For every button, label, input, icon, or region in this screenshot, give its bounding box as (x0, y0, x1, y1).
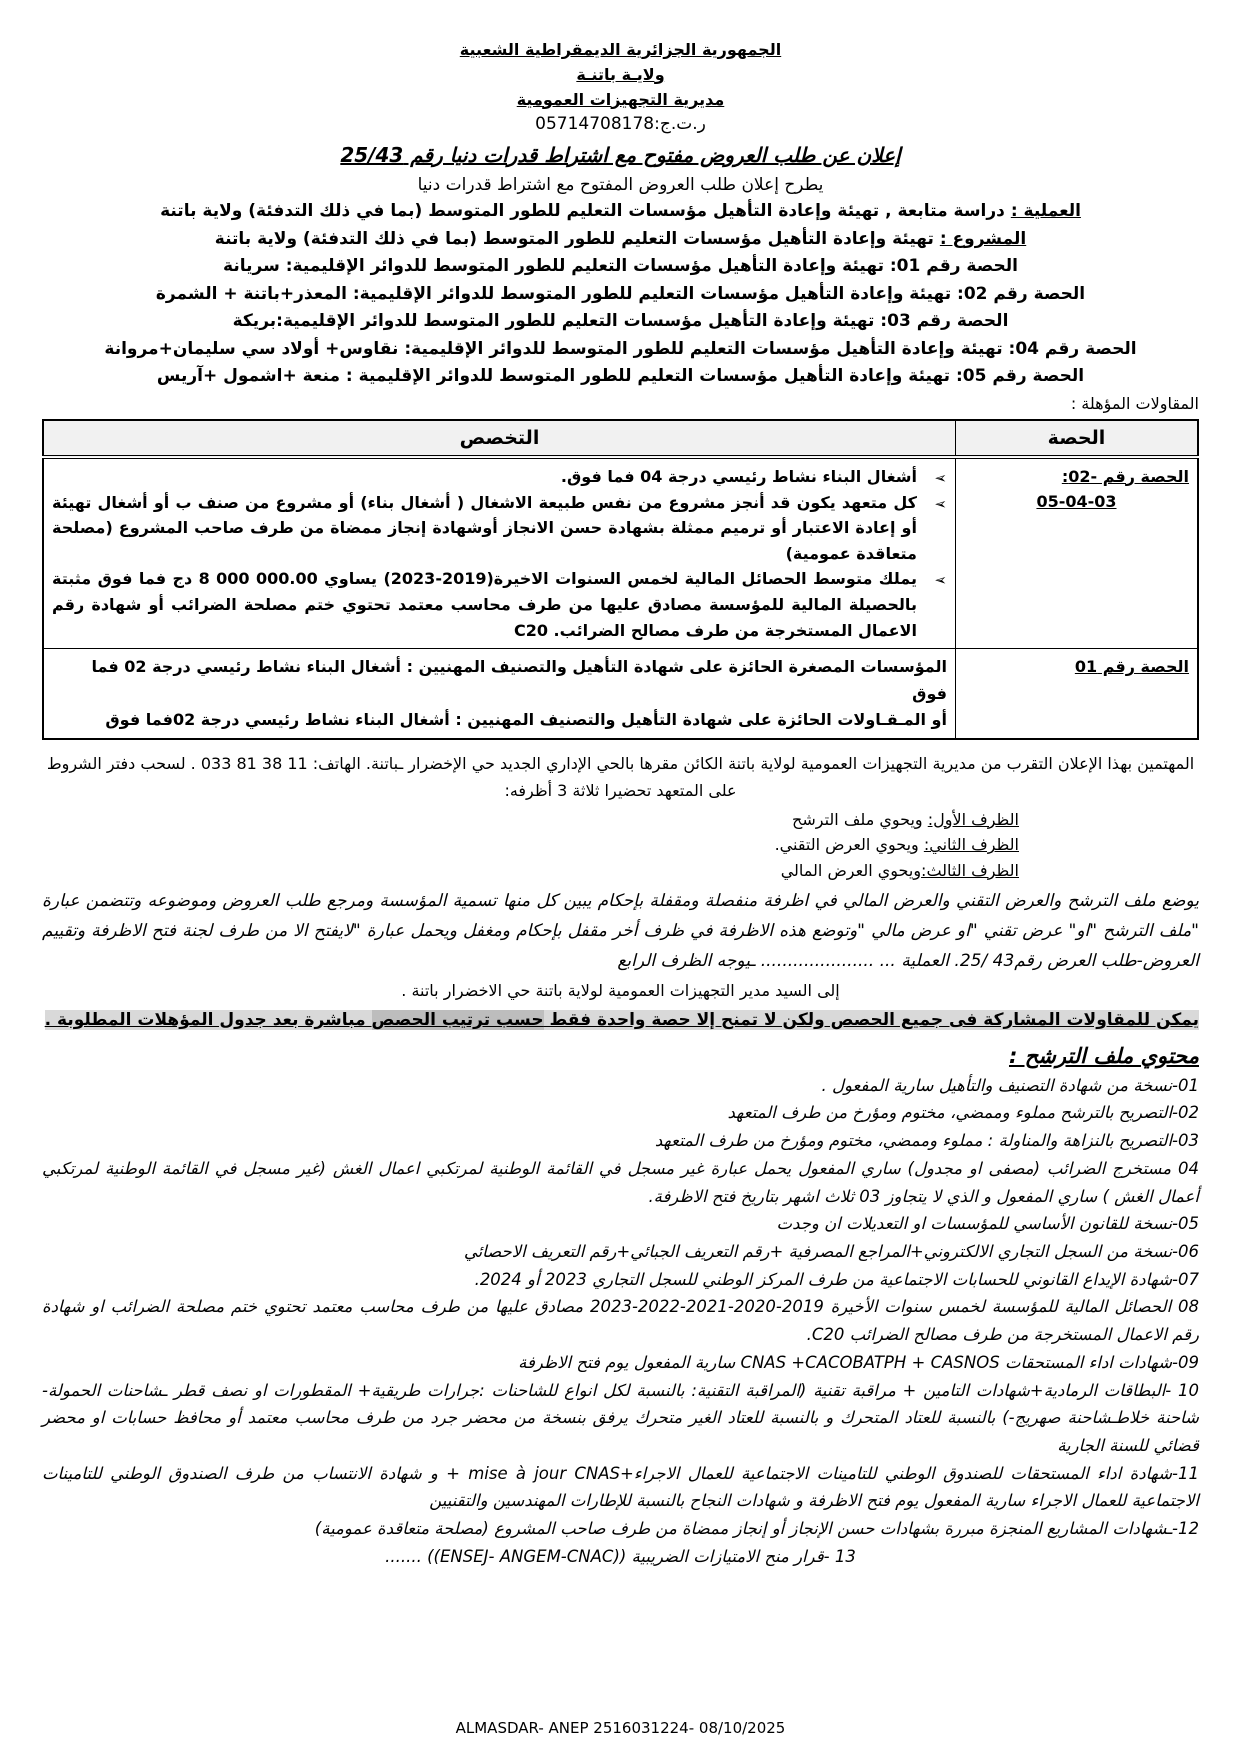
envelope-text: ويحوي العرض المالي (780, 860, 922, 880)
rule-text-part2: حسب ترتيب الحصص (371, 1009, 544, 1030)
candidacy-item-06: 06-نسخة من السجل التجاري الالكتروني+المراجع المصرفية +رقم التعريف الجبائي+رقم التعريف الاحصائي (463, 1241, 1199, 1261)
envelope-label: الظرف الثالث: (921, 860, 1019, 880)
qualification-table-head (43, 420, 1198, 457)
speciality-cell-01 (43, 649, 955, 740)
tender-subtitle: يطرح إعلان طلب العروض المفتوح مع اشتراط قدرات دنيا (417, 174, 824, 195)
envelope-line-1 (42, 807, 1019, 833)
candidacy-item-09: 09-شهادات اداء المستحقات CNAS +CACOBATPH + CASNOS سارية المفعول يوم فتح الاظرفة (518, 1352, 1199, 1372)
requirement-text: المؤسسات المصغرة الحائزة على شهادة التأهيل والتصنيف المهنيين : أشغال البناء نشاط رئيسي درجة 02 فما فوق (91, 657, 947, 703)
addressee-line: إلى السيد مدير التجهيزات العمومية لولاية باتنة حي الاخضرار باتنة . (401, 980, 840, 1000)
candidacy-item-12: 12-ـشهادات المشاريع المنجزة مبررة بشهادات حسن الإنجاز أو إنجاز ممضاة من طرف صاحب المشروع (مصلحة متعاقدة عمومية) (314, 1519, 1199, 1539)
operation-line (42, 198, 1199, 226)
lot-categories: 05-04-03 (1036, 492, 1117, 512)
lot-line-3: الحصة رقم 03: تهيئة وإعادة التأهيل مؤسسات التعليم للطور المتوسط للدوائر الإقليمية:بريكة (232, 311, 1009, 332)
speciality-cell-02 (43, 457, 955, 649)
republic-line: الجمهورية الجزائرية الديمقراطية الشعبية (459, 40, 782, 59)
project-label: المشروع : (939, 228, 1027, 249)
lot-line-1: الحصة رقم 01: تهيئة وإعادة التأهيل مؤسسات التعليم للطور المتوسط للدوائر الإقليمية: سريانة (223, 256, 1018, 277)
requirement-bullet (52, 566, 947, 643)
lot-line-2: الحصة رقم 02: تهيئة وإعادة التأهيل مؤسسات التعليم للطور المتوسط للدوائر الإقليمية: المعذر+باتنة + الشمرة (155, 283, 1086, 304)
lot-number: الحصة رقم -02: (1061, 466, 1189, 486)
candidacy-item-10: 10 -البطاقات الرمادية+شهادات التامين + مراقبة تقنية (المراقبة التقنية: بالنسبة لكل انواع للشاحنات :جرارات طريقية+ المقطورات او نصف قطر ـشاحنات الحمولة-شاحنة خلاطـشاحنة صهريج-) بالنسبة للعتاد المتحرك و بالنسبة للعتاد الغير متحرك يرفق بنسخة من محضر جرد من طرف محاسب معتمد أو محافظ حسابات او محضر قضائي للسنة الجارية (42, 1380, 1199, 1455)
requirement-text: يملك متوسط الحصائل المالية لخمس السنوات الاخيرة(2019-2023) يساوي ⁦8 000 000.00⁩ دج فما فوق مثبتة بالحصيلة المالية للمؤسسة مصادق عليها من طرف محاسب معتمد تحتوي ختم مصلحة الضرائب أو شهادة رقم الاعمال المستخرجة من طرف مصالح الضرائب. C20 (52, 569, 917, 640)
qualification-table (42, 419, 1199, 741)
requirement-text: أو المـقـاولات الحائزة على شهادة التأهيل والتصنيف المهنيين : أشغال البناء نشاط رئيسي درجة 02فما فوق (105, 709, 947, 729)
envelopes-list (42, 807, 1019, 884)
table-header-row (43, 420, 1198, 457)
directorate-line: مديرية التجهيزات العمومية (516, 89, 725, 109)
arrow-bullet-icon: ➢ (934, 571, 947, 590)
requirement-text: أشغال البناء نشاط رئيسي درجة 04 فما فوق. (560, 466, 917, 486)
candidacy-file-heading: محتوي ملف الترشح : (1008, 1043, 1199, 1068)
qualification-table-body (43, 457, 1198, 740)
project-text: تهيئة وإعادة التأهيل مؤسسات التعليم للطور المتوسط (بما في ذلك التدفئة) ولاية باتنة (214, 228, 940, 249)
envelope-line-2 (42, 832, 1019, 858)
lot-number: الحصة رقم 01 (1074, 657, 1189, 677)
registry-number: ر.ت.ج:05714708178 (535, 114, 706, 135)
contact-paragraph: المهتمين بهذا الإعلان التقرب من مديرية التجهيزات العمومية لولاية باتنة الكائن مقرها بالحي الإداري الجديد حي الإخضرار ـباتنة. الهاتف: ⁦033 81 38 11⁩ . لسحب دفتر الشروط على المتعهد تحضيرا ثلاثة 3 أظرفه: (46, 754, 1195, 801)
anep-credit-line: ALMASDAR- ANEP 2516031224- 08/10/2025 (455, 1719, 786, 1737)
operation-label: العملية : (1010, 201, 1081, 222)
wilaya-line: ولايـة باتنـة (576, 64, 665, 84)
requirement-text: كل متعهد يكون قد أنجز مشروع من نفس طبيعة الاشغال ( أشغال بناء) أو مشروع من صنف ب أو أشغال تهيئة أو إعادة الاعتبار أو ترميم ممثلة بشهادة حسن الانجاز أوشهادة إنجاز ممضاة من طرف صاحب المشروع (مصلحة متعاقدة عمومية) (52, 492, 917, 563)
lot-line-5: الحصة رقم 05: تهيئة وإعادة التأهيل مؤسسات التعليم للطور المتوسط للدوائر الإقليمية : منعة +اشمول +آريس (156, 366, 1085, 387)
arrow-bullet-icon: ➢ (934, 468, 947, 487)
candidacy-item-03: 03-التصريح بالنزاهة والمناولة : مملوء وممضي، مختوم ومؤرخ من طرف المتعهد (654, 1131, 1199, 1151)
lot-cell-02 (955, 457, 1198, 649)
folding-instructions-paragraph: يوضع ملف الترشح والعرض التقني والعرض المالي في اظرفة منفصلة ومقفلة بإحكام يبين كل منها تسمية المؤسسة ومرجع طلب العروض وموضوعه وتتضمن عبارة "ملف الترشح "او" عرض تقني "او عرض مالي "وتوضع هذه الاظرفة في ظرف أخر مقفل بإحكام ومغفل ويحمل عبارة "لايفتح الا من طرف لجنة فتح الاظرفة وتقييم العروض-طلب العرض رقم43 /25. العملية ... ..................... ـيوجه الظرف الرابع (42, 891, 1199, 971)
column-header-lot: الحصة (955, 420, 1198, 457)
requirement-bullet (52, 464, 947, 490)
envelope-text: ويحوي العرض التقني. (774, 835, 924, 855)
candidacy-item-02: 02-التصريح بالترشح مملوء وممضي، مختوم ومؤرخ من طرف المتعهد (727, 1103, 1199, 1123)
project-line (42, 226, 1199, 254)
table-row (43, 649, 1198, 740)
envelope-line-3 (42, 858, 1019, 884)
document-header (42, 38, 1199, 391)
operation-text: دراسة متابعة , تهيئة وإعادة التأهيل مؤسسات التعليم للطور المتوسط (بما في ذلك التدفئة) ولاية باتنة (160, 201, 1011, 222)
candidacy-item-08: 08 الحصائل المالية للمؤسسة لخمس سنوات الأخيرة 2019-2020-2021-2022-2023 مصادق عليها من طرف محاسب معتمد تحتوي ختم مصلحة الضرائب او شهادة رقم الاعمال المستخرجة من طرف مصالح الضرائب C20. (42, 1297, 1200, 1345)
lot-line-4: الحصة رقم 04: تهيئة وإعادة التأهيل مؤسسات التعليم للطور المتوسط للدوائر الإقليمية: نقاوس+ أولاد سي سليمان+مروانة (104, 338, 1137, 359)
candidacy-item-11: 11-شهادة اداء المستحقات للصندوق الوطني للتامينات الاجتماعية للعمال الاجراء+mise à jour CNAS + و شهادة الانتساب من طرف الصندوق الوطني للتامينات الاجتماعية للعمال الاجراء سارية المفعول يوم فتح الاظرفة و شهادات النجاح بالنسبة للإطارات المهندسين والتقنيين (42, 1463, 1199, 1511)
rule-text-part1: يمكن للمقاولات المشاركة فى جميع الحصص ولكن لا تمنح إلا حصة واحدة فقط (543, 1009, 1199, 1030)
lot-cell-01 (955, 649, 1198, 740)
envelope-label: الظرف الثاني: (923, 835, 1019, 855)
table-row (43, 457, 1198, 649)
requirement-bullet (52, 490, 947, 567)
qualified-contractors-label: المقاولات المؤهلة : (1070, 393, 1199, 413)
column-header-speciality: التخصص (43, 420, 955, 457)
participation-rule-paragraph (42, 1006, 1199, 1036)
candidacy-item-01: 01-نسخة من شهادة التصنيف والتأهيل سارية المفعول . (821, 1075, 1199, 1095)
candidacy-item-07: 07-شهادة الإيداع القانوني للحسابات الاجتماعية من طرف المركز الوطني للسجل التجاري 2023 أو 2024. (474, 1269, 1199, 1289)
envelope-text: ويحوي ملف الترشح (792, 809, 928, 829)
tender-title: إعلان عن طلب العروض مفتوح مع اشتراط قدرات دنيا رقم 25/43 (340, 142, 901, 167)
envelope-label: الظرف الأول: (927, 809, 1019, 829)
rule-text-part3: مباشرة بعد جدول المؤهلات المطلوبة . (44, 1009, 372, 1030)
candidacy-item-05: 05-نسخة للقانون الأساسي للمؤسسات او التعديلات ان وجدت (776, 1214, 1199, 1234)
candidacy-items-list (42, 1072, 1199, 1571)
arrow-bullet-icon: ➢ (934, 494, 947, 513)
candidacy-item-04: 04 مستخرج الضرائب (مصفى او مجدول) ساري المفعول يحمل عبارة غير مسجل في القائمة الوطنية لمرتكبي اعمال الغش (غير مسجل في القائمة الوطنية لمرتكبي أعمال الغش ) ساري المفعول و الذي لا يتجاوز 03 ثلاث اشهر بتاريخ فتح الاظرفة. (42, 1158, 1199, 1206)
candidacy-item-13: 13 -قرار منح الامتيازات الضريبية ((ENSEJ- ANGEM-CNAC)) ....... (385, 1546, 856, 1566)
